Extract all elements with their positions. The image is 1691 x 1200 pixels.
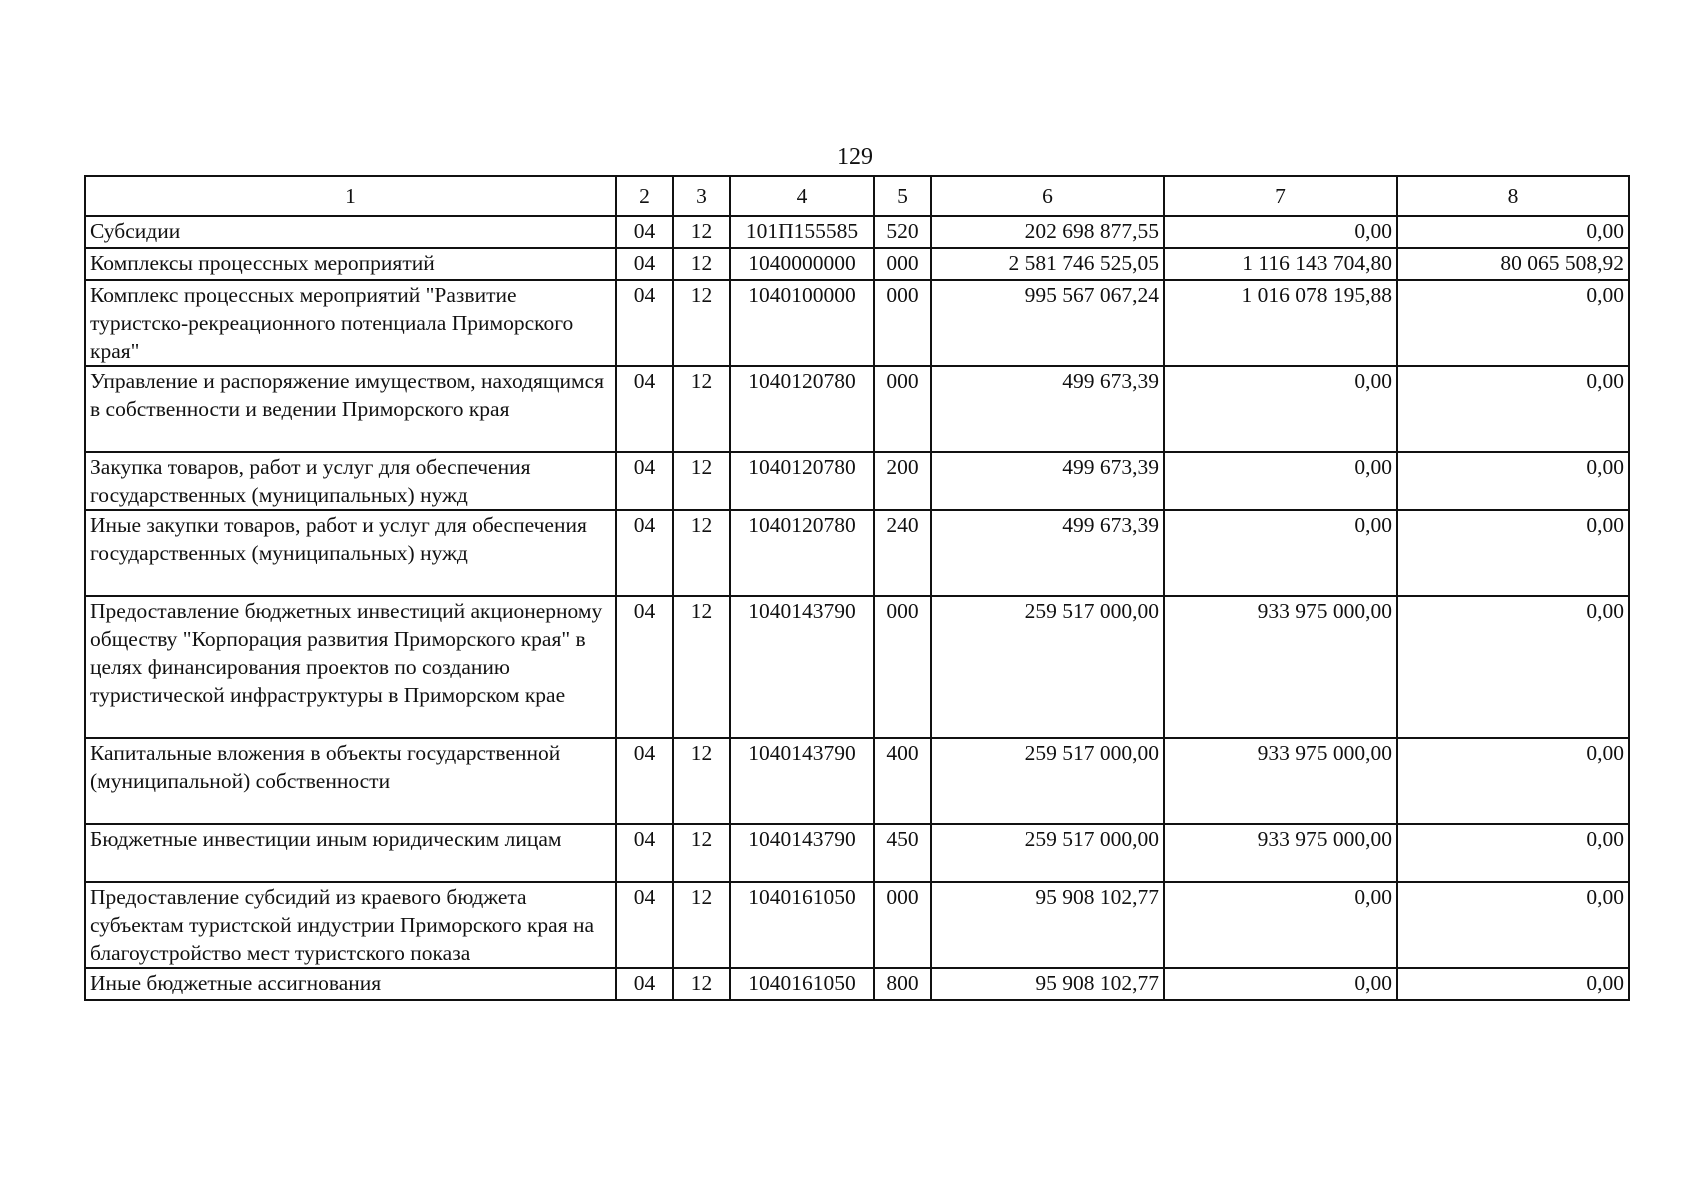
row-name: Иные закупки товаров, работ и услуг для обеспечения государственных (муниципальных) нужд: [85, 510, 616, 596]
cell-subsection: 12: [673, 882, 730, 968]
cell-amount-8: 0,00: [1397, 216, 1629, 248]
cell-amount-8: 0,00: [1397, 366, 1629, 452]
cell-amount-7: 933 975 000,00: [1164, 596, 1397, 738]
cell-amount-8: 0,00: [1397, 738, 1629, 824]
cell-section: 04: [616, 452, 673, 510]
cell-expense-type: 000: [874, 882, 931, 968]
cell-target-code: 1040120780: [730, 510, 874, 596]
cell-section: 04: [616, 366, 673, 452]
column-header: 2: [616, 176, 673, 216]
row-name: Иные бюджетные ассигнования: [85, 968, 616, 1000]
cell-subsection: 12: [673, 824, 730, 882]
row-name: Закупка товаров, работ и услуг для обеспечения государственных (муниципальных) нужд: [85, 452, 616, 510]
row-name: Комплекс процессных мероприятий "Развитие туристско-рекреационного потенциала Приморского края": [85, 280, 616, 366]
cell-amount-6: 202 698 877,55: [931, 216, 1164, 248]
cell-amount-7: 0,00: [1164, 510, 1397, 596]
cell-amount-8: 0,00: [1397, 968, 1629, 1000]
cell-target-code: 1040143790: [730, 596, 874, 738]
cell-amount-6: 95 908 102,77: [931, 968, 1164, 1000]
cell-expense-type: 520: [874, 216, 931, 248]
cell-subsection: 12: [673, 968, 730, 1000]
cell-amount-7: 0,00: [1164, 968, 1397, 1000]
table-row: [85, 596, 1629, 738]
cell-section: 04: [616, 510, 673, 596]
cell-amount-7: 933 975 000,00: [1164, 824, 1397, 882]
cell-amount-6: 995 567 067,24: [931, 280, 1164, 366]
cell-target-code: 1040143790: [730, 824, 874, 882]
cell-expense-type: 450: [874, 824, 931, 882]
row-name: Предоставление субсидий из краевого бюджета субъектам туристской индустрии Приморского края на благоустройство мест туристского показа: [85, 882, 616, 968]
cell-amount-7: 0,00: [1164, 216, 1397, 248]
row-name: Управление и распоряжение имуществом, находящимся в собственности и ведении Приморского края: [85, 366, 616, 452]
column-header: 5: [874, 176, 931, 216]
table-row: [85, 968, 1629, 1000]
cell-section: 04: [616, 824, 673, 882]
cell-amount-8: 0,00: [1397, 452, 1629, 510]
column-header: 8: [1397, 176, 1629, 216]
cell-subsection: 12: [673, 366, 730, 452]
cell-amount-8: 0,00: [1397, 510, 1629, 596]
column-header: 3: [673, 176, 730, 216]
cell-amount-8: 0,00: [1397, 824, 1629, 882]
cell-target-code: 1040143790: [730, 738, 874, 824]
cell-target-code: 1040000000: [730, 248, 874, 280]
column-header: 1: [85, 176, 616, 216]
cell-amount-6: 499 673,39: [931, 452, 1164, 510]
cell-subsection: 12: [673, 738, 730, 824]
budget-table: [84, 175, 1630, 1001]
cell-amount-8: 0,00: [1397, 882, 1629, 968]
cell-amount-8: 0,00: [1397, 280, 1629, 366]
cell-amount-8: 80 065 508,92: [1397, 248, 1629, 280]
table-row: [85, 280, 1629, 366]
cell-amount-6: 259 517 000,00: [931, 824, 1164, 882]
cell-subsection: 12: [673, 510, 730, 596]
cell-expense-type: 000: [874, 596, 931, 738]
cell-amount-6: 499 673,39: [931, 510, 1164, 596]
cell-section: 04: [616, 738, 673, 824]
cell-subsection: 12: [673, 280, 730, 366]
cell-amount-7: 1 116 143 704,80: [1164, 248, 1397, 280]
row-name: Субсидии: [85, 216, 616, 248]
cell-amount-7: 933 975 000,00: [1164, 738, 1397, 824]
cell-subsection: 12: [673, 248, 730, 280]
table-row: [85, 882, 1629, 968]
cell-amount-8: 0,00: [1397, 596, 1629, 738]
cell-expense-type: 800: [874, 968, 931, 1000]
table-row: [85, 216, 1629, 248]
cell-section: 04: [616, 216, 673, 248]
row-name: Бюджетные инвестиции иным юридическим лицам: [85, 824, 616, 882]
page-number: 129: [837, 144, 873, 170]
table-row: [85, 510, 1629, 596]
cell-expense-type: 000: [874, 366, 931, 452]
cell-subsection: 12: [673, 452, 730, 510]
cell-expense-type: 400: [874, 738, 931, 824]
table-row: [85, 452, 1629, 510]
table-row: [85, 366, 1629, 452]
cell-amount-6: 499 673,39: [931, 366, 1164, 452]
cell-target-code: 1040161050: [730, 882, 874, 968]
cell-target-code: 1040100000: [730, 280, 874, 366]
table-row: [85, 824, 1629, 882]
cell-target-code: 101П155585: [730, 216, 874, 248]
column-header: 7: [1164, 176, 1397, 216]
column-header: 4: [730, 176, 874, 216]
cell-subsection: 12: [673, 596, 730, 738]
column-header: 6: [931, 176, 1164, 216]
cell-expense-type: 000: [874, 248, 931, 280]
table-row: [85, 738, 1629, 824]
cell-expense-type: 200: [874, 452, 931, 510]
row-name: Капитальные вложения в объекты государственной (муниципальной) собственности: [85, 738, 616, 824]
cell-section: 04: [616, 248, 673, 280]
cell-expense-type: 000: [874, 280, 931, 366]
cell-amount-7: 0,00: [1164, 452, 1397, 510]
cell-expense-type: 240: [874, 510, 931, 596]
cell-amount-6: 95 908 102,77: [931, 882, 1164, 968]
table-row: [85, 248, 1629, 280]
cell-amount-7: 0,00: [1164, 366, 1397, 452]
cell-amount-7: 0,00: [1164, 882, 1397, 968]
cell-target-code: 1040120780: [730, 452, 874, 510]
cell-amount-6: 259 517 000,00: [931, 596, 1164, 738]
cell-section: 04: [616, 280, 673, 366]
cell-section: 04: [616, 882, 673, 968]
table-header-row: [85, 176, 1629, 216]
cell-amount-6: 259 517 000,00: [931, 738, 1164, 824]
cell-subsection: 12: [673, 216, 730, 248]
cell-section: 04: [616, 968, 673, 1000]
cell-amount-7: 1 016 078 195,88: [1164, 280, 1397, 366]
cell-amount-6: 2 581 746 525,05: [931, 248, 1164, 280]
cell-target-code: 1040161050: [730, 968, 874, 1000]
cell-section: 04: [616, 596, 673, 738]
row-name: Комплексы процессных мероприятий: [85, 248, 616, 280]
cell-target-code: 1040120780: [730, 366, 874, 452]
row-name: Предоставление бюджетных инвестиций акционерному обществу "Корпорация развития Приморского края" в целях финансирования проектов по созданию туристической инфраструктуры в Приморском крае: [85, 596, 616, 738]
